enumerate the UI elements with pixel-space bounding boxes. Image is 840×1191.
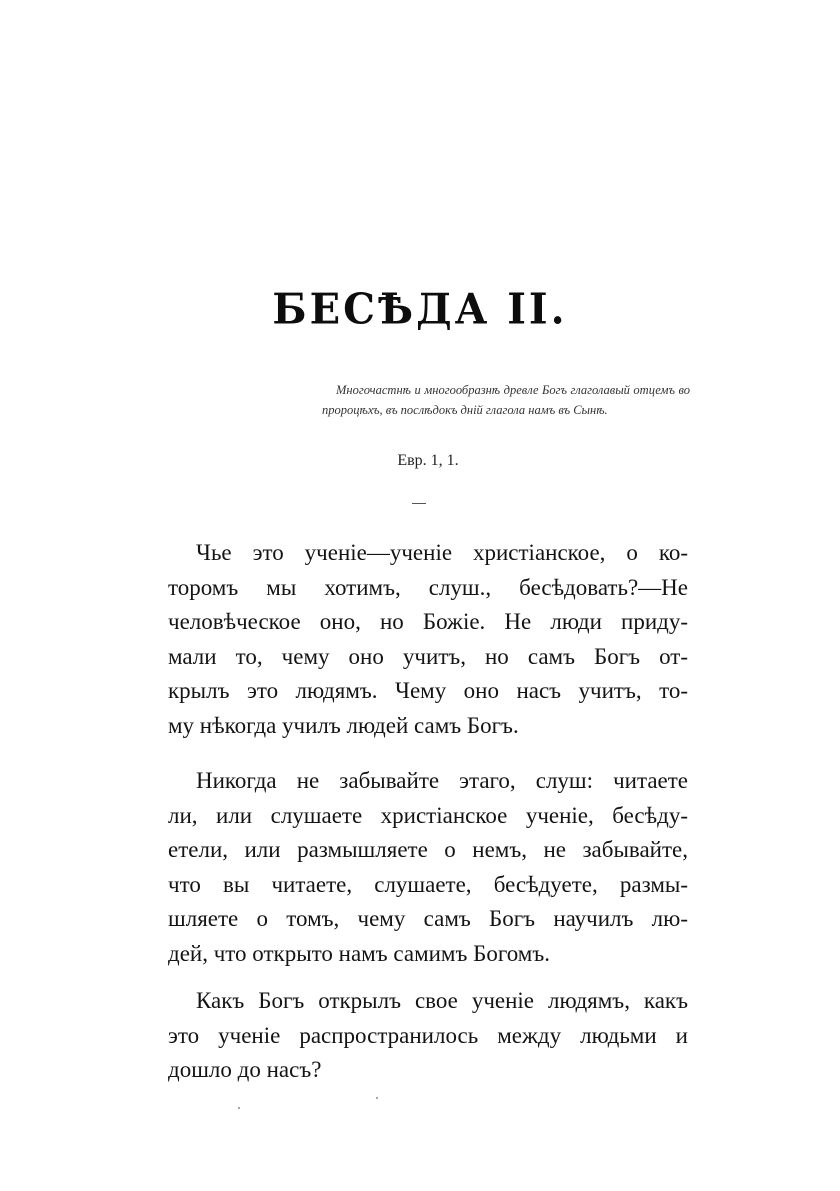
paragraph-line: дей, что открыто намъ самимъ Богомъ. [168,940,550,966]
paragraph-line: Какъ Богъ открылъ свое ученіе людямъ, какъ [196,988,688,1013]
paragraph-line: му нѣкогда училъ людей самъ Богъ. [168,712,519,738]
paragraph-line: етели, или размышляете о немъ, не забывайте, [168,837,688,863]
paragraph-line: шляете о томъ, чему самъ Богъ научилъ лю- [168,906,688,932]
paragraph-3 [168,984,688,1088]
paragraph-line: крылъ это людямъ. Чему оно насъ учитъ, то- [168,678,688,704]
paragraph-line: мали то, чему оно учитъ, но самъ Богъ от- [168,643,688,669]
section-separator [412,503,426,504]
paragraph-line: что вы читаете, слушаете, бесѣдуете, размы- [168,871,688,897]
epigraph-text: Многочастнѣ и многообразнѣ древле Богъ глаголавый отцемъ во пророцѣхъ, въ послѣдокъ дній глагола намъ въ Сынѣ. [322,383,690,417]
paragraph-line: Никогда не забывайте этаго, слуш: читаете [196,768,688,793]
paragraph-line: это ученіе распространилось между людьми и [168,1022,688,1048]
paragraph-line: дошло до насъ? [168,1057,322,1083]
epigraph-reference: Евр. 1, 1. [397,452,459,469]
paragraph-1 [168,536,688,744]
paper-speck [376,1097,378,1099]
paper-speck [238,1107,240,1109]
paragraph-line: ли, или слушаете христіанское ученіе, бесѣду- [168,802,688,828]
paragraph-2 [168,764,688,972]
paragraph-line: человѣческое оно, но Божіе. Не люди приду- [168,609,688,635]
paragraph-line: торомъ мы хотимъ, слуш., бесѣдовать?—Не [168,574,688,600]
paragraph-line: Чье это ученіе—ученіе христіанское, о ко- [196,540,688,565]
chapter-title: БЕСѢДА II. [272,284,568,335]
